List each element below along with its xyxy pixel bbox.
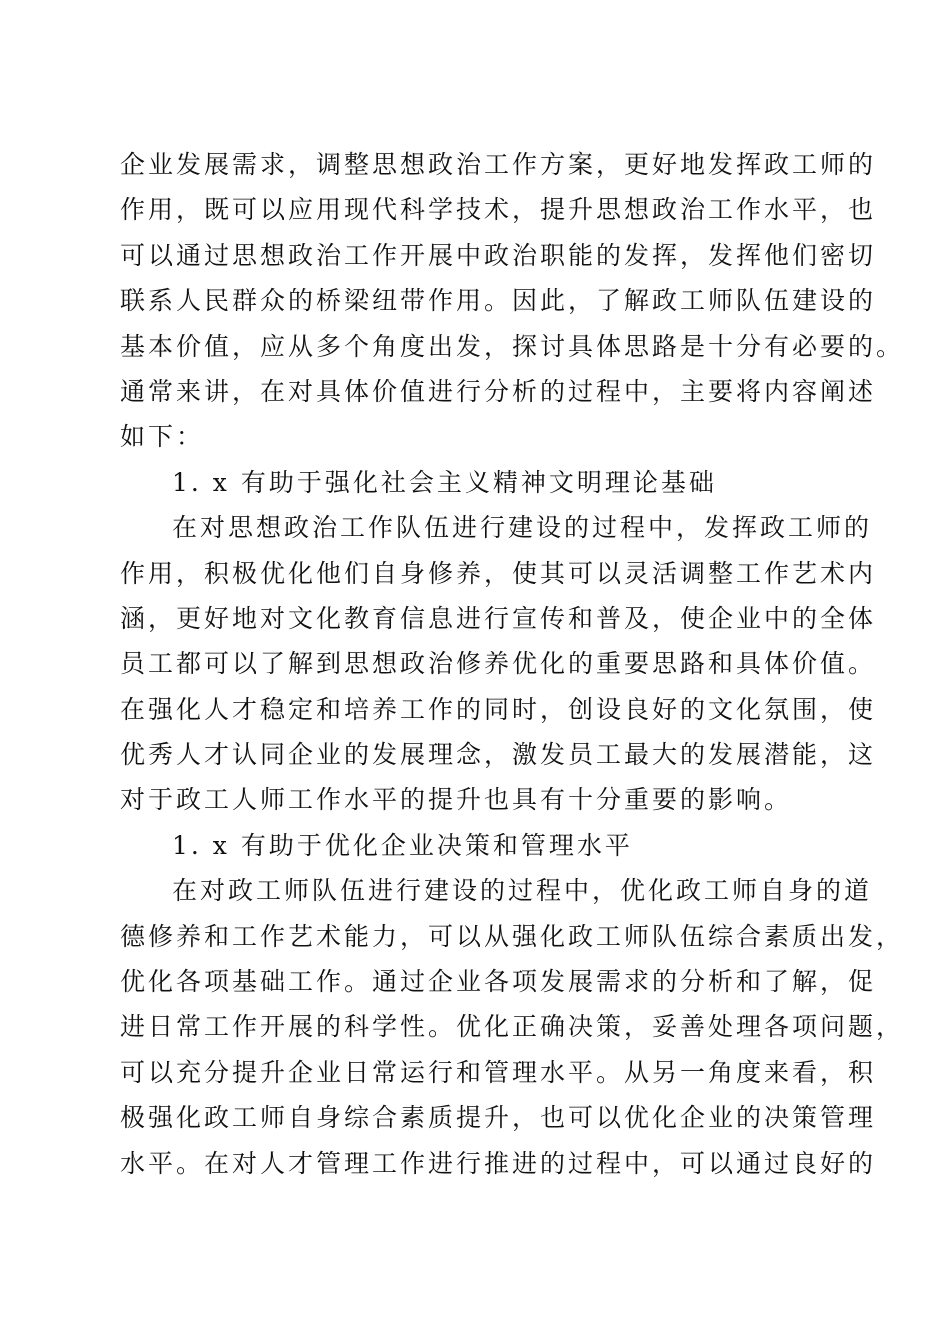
text-line: 德修养和工作艺术能力，可以从强化政工师队伍综合素质出发，: [120, 921, 905, 951]
text-line: 通常来讲，在对具体价值进行分析的过程中，主要将内容阐述: [120, 376, 877, 406]
text-line: 优化各项基础工作。通过企业各项发展需求的分析和了解，促: [120, 967, 877, 997]
text-line: 对于政工人师工作水平的提升也具有十分重要的影响。: [120, 785, 793, 815]
text-line: 水平。在对人才管理工作进行推进的过程中，可以通过良好的: [120, 1148, 877, 1178]
text-line: 涵，更好地对文化教育信息进行宣传和普及，使企业中的全体: [120, 603, 877, 633]
paragraph-first-line: 在对政工师队伍进行建设的过程中，优化政工师自身的道: [172, 876, 873, 906]
text-line: 员工都可以了解到思想政治修养优化的重要思路和具体价值。: [120, 649, 877, 679]
text-line: 作用，积极优化他们自身修养，使其可以灵活调整工作艺术内: [120, 558, 877, 588]
text-line: 极强化政工师自身综合素质提升，也可以优化企业的决策管理: [120, 1103, 877, 1133]
text-line: 企业发展需求，调整思想政治工作方案，更好地发挥政工师的: [120, 150, 877, 179]
text-line: 作用，既可以应用现代科学技术，提升思想政治工作水平，也: [120, 195, 877, 225]
text-line: 基本价值，应从多个角度出发，探讨具体思路是十分有必要的。: [120, 331, 905, 361]
text-line: 进日常工作开展的科学性。优化正确决策，妥善处理各项问题，: [120, 1012, 905, 1042]
paragraph-first-line: 在对思想政治工作队伍进行建设的过程中，发挥政工师的: [172, 513, 873, 543]
body-text: [120, 142, 905, 1186]
section-heading: 1. x 有助于优化企业决策和管理水平: [172, 830, 633, 860]
text-line: 如下：: [120, 422, 205, 452]
section-heading: 1. x 有助于强化社会主义精神文明理论基础: [172, 467, 717, 497]
text-line: 可以充分提升企业日常运行和管理水平。从另一角度来看，积: [120, 1057, 877, 1087]
text-line: 在强化人才稳定和培养工作的同时，创设良好的文化氛围，使: [120, 694, 877, 724]
text-line: 优秀人才认同企业的发展理念，激发员工最大的发展潜能，这: [120, 740, 877, 770]
text-line: 联系人民群众的桥梁纽带作用。因此，了解政工师队伍建设的: [120, 286, 877, 316]
text-line: 可以通过思想政治工作开展中政治职能的发挥，发挥他们密切: [120, 240, 877, 270]
